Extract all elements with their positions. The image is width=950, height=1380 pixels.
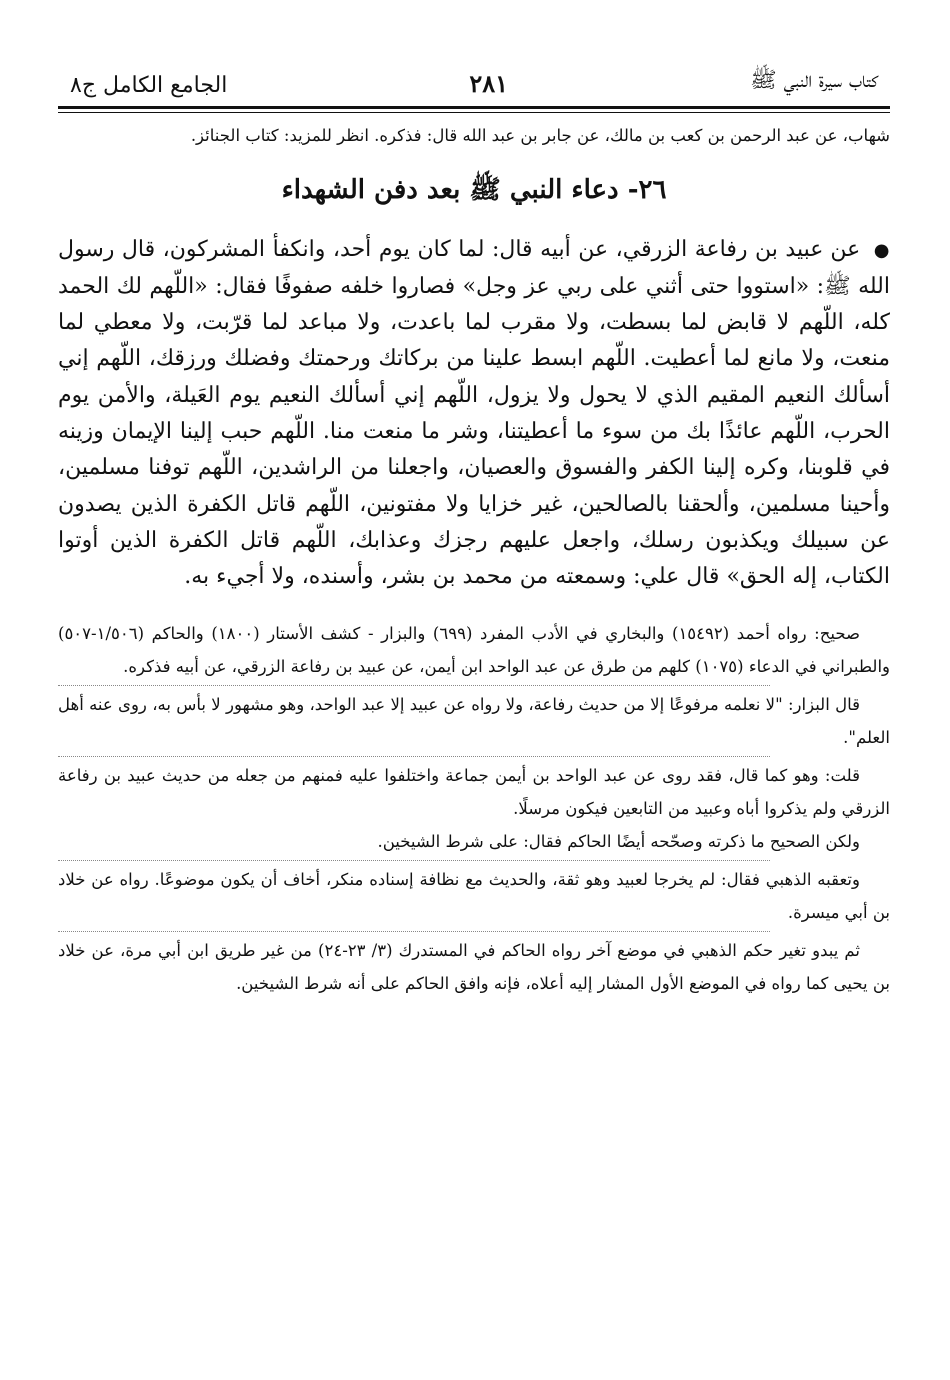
- carryover-note: شهاب، عن عبد الرحمن بن كعب بن مالك، عن جابر بن عبد الله قال: فذكره. انظر للمزيد: كتاب الجنائز.: [190, 126, 890, 145]
- note-divider: [58, 860, 770, 861]
- hadith-text-paragraph: [58, 232, 890, 596]
- header-volume-title: الجامع الكامل ج٨: [70, 73, 228, 98]
- takhrij-note: صحيح: رواه أحمد (١٥٤٩٢) والبخاري في الأدب المفرد (٦٩٩) والبزار - كشف الأستار (١٨٠٠) والحاكم (١/٥٠٦-٥٠٧) والطبراني في الدعاء (١٠٧٥) كلهم من طرق عن عبد الواحد ابن أيمن، عن عبيد بن رفاعة الزرقي، عن أبيه فذكره.: [58, 624, 890, 677]
- header-book-title: كتاب سيرة النبي ﷺ: [750, 68, 878, 93]
- header-rule-thin: [58, 112, 890, 113]
- page-number: ٢٨١: [469, 69, 509, 98]
- note-divider: [58, 931, 770, 932]
- dhahabi-note: وتعقبه الذهبي فقال: لم يخرجا لعبيد وهو ثقة، والحديث مع نظافة إسناده منكر، أخاف أن يكون موضوعًا. رواه عن خلاد بن أبي ميسرة.: [58, 870, 890, 923]
- bazzar-note: قال البزار: "لا نعلمه مرفوعًا إلا من حديث رفاعة، ولا رواه عن عبيد إلا عبد الواحد، وهو مشهور لا بأس به، روى عنه أهل العلم".: [58, 695, 890, 748]
- author-comment-note: قلت: وهو كما قال، فقد روى عن عبد الواحد بن أيمن جماعة واختلفوا عليه فمنهم من جعله من حديث عبيد بن رفاعة الزرقي ولم يذكروا أباه وعبيد من التابعين فيكون مرسلًا.: [58, 766, 890, 819]
- bullet-icon: ●: [873, 239, 890, 261]
- running-header: [58, 58, 890, 98]
- footnotes: [58, 617, 890, 1000]
- section-heading: ٢٦- دعاء النبي ﷺ بعد دفن الشهداء: [281, 174, 667, 205]
- hadith-text: عن عبيد بن رفاعة الزرقي، عن أبيه قال: لما كان يوم أحد، وانكفأ المشركون، قال رسول الله ﷺ: «استووا حتى أثني على ربي عز وجل» فصاروا خلفه صفوفًا فقال: «اللّهم لك الحمد كله، اللّهم لا قابض لما بسطت، ولا مقرب لما باعدت، ولا مباعد لما قرّبت، ولا معطي لما منعت، ولا مانع لما أعطيت. اللّهم ابسط علينا من بركاتك ورحمتك وفضلك ورزقك، اللّهم إني أسألك النعيم المقيم الذي لا يحول ولا يزول، اللّهم إني أسألك النعيم يوم العَيلة، والأمن يوم الحرب، اللّهم عائذًا بك من سوء ما أعطيتنا، وشر ما منعت منا. اللّهم حبب إلينا الإيمان وزينه في قلوبنا، وكره إلينا الكفر والفسوق والعصيان، واجعلنا من الراشدين، اللّهم توفنا مسلمين، وأحينا مسلمين، وألحقنا بالصالحين، غير خزايا ولا مفتونين، اللّهم قاتل الكفرة الذين يصدون عن سبيلك ويكذبون رسلك، واجعل عليهم رجزك وعذابك، اللّهم قاتل الكفرة الذين أوتوا الكتاب، إله الحق» قال علي: وسمعته من محمد بن بشر، وأسنده، ولا أجيء به.: [58, 236, 890, 590]
- note-divider: [58, 756, 770, 757]
- note-divider: [58, 685, 770, 686]
- hakim-note: ولكن الصحيح ما ذكرته وصحّحه أيضًا الحاكم فقال: على شرط الشيخين.: [377, 832, 860, 852]
- header-rule-thick: [58, 106, 890, 109]
- mustadrak-note: ثم يبدو تغير حكم الذهبي في موضع آخر رواه الحاكم في المستدرك (٣/ ٢٣-٢٤) من غير طريق ابن أبي مرة، عن خلاد بن يحيى كما رواه في الموضع الأول المشار إليه أعلاه، فإنه وافق الحاكم على أنه شرط الشيخين.: [58, 941, 890, 994]
